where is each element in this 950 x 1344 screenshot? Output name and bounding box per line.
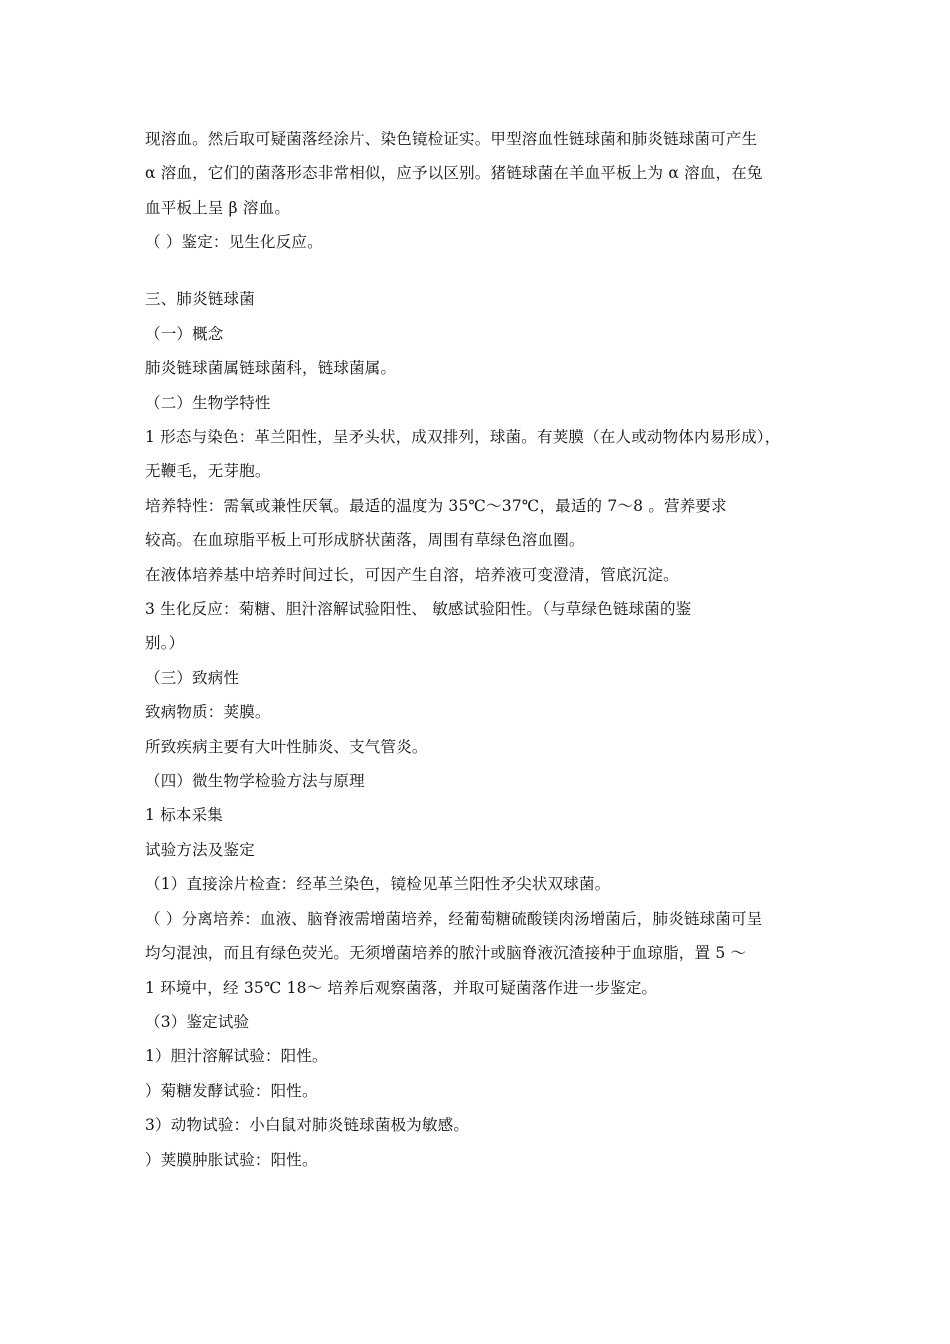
text-line: 现溶血。然后取可疑菌落经涂片、染色镜检证实。甲型溶血性链球菌和肺炎链球菌可产生 xyxy=(145,130,758,148)
subsection-heading: （二）生物学特性 xyxy=(145,394,271,412)
text-line: 1 标本采集 xyxy=(145,806,223,824)
text-line: α 溶血，它们的菌落形态非常相似，应予以区别。猪链球菌在羊血平板上为 α 溶血，在兔 xyxy=(145,164,763,182)
text-line: 1 环境中，经 35℃ 18～ 培养后观察菌落，并取可疑菌落作进一步鉴定。 xyxy=(145,979,658,997)
text-line: 肺炎链球菌属链球菌科，链球菌属。 xyxy=(145,359,397,377)
text-line: 3 生化反应：菊糖、胆汁溶解试验阳性、 敏感试验阳性。（与草绿色链球菌的鉴 xyxy=(145,600,692,618)
text-line: 3）动物试验：小白鼠对肺炎链球菌极为敏感。 xyxy=(145,1116,470,1134)
text-line: 均匀混浊，而且有绿色荧光。无须增菌培养的脓汁或脑脊液沉渣接种于血琼脂，置 5 ～ xyxy=(145,944,747,962)
section-heading: 三、肺炎链球菌 xyxy=(145,290,255,308)
text-line: ）荚膜肿胀试验：阳性。 xyxy=(145,1151,318,1169)
text-line: 所致疾病主要有大叶性肺炎、支气管炎。 xyxy=(145,738,428,756)
subsection-heading: （四）微生物学检验方法与原理 xyxy=(145,772,365,790)
text-line: 致病物质：荚膜。 xyxy=(145,703,271,721)
text-line: 无鞭毛，无芽胞。 xyxy=(145,462,271,480)
text-line: （ ）分离培养：血液、脑脊液需增菌培养，经葡萄糖硫酸镁肉汤增菌后，肺炎链球菌可呈 xyxy=(145,910,763,928)
text-line: （3）鉴定试验 xyxy=(145,1013,250,1031)
subsection-heading: （一）概念 xyxy=(145,325,224,343)
text-line: 较高。在血琼脂平板上可形成脐状菌落，周围有草绿色溶血圈。 xyxy=(145,531,585,549)
text-line: ）菊糖发酵试验：阳性。 xyxy=(145,1082,318,1100)
text-line: 在液体培养基中培养时间过长，可因产生自溶，培养液可变澄清，管底沉淀。 xyxy=(145,566,679,584)
subsection-heading: （三）致病性 xyxy=(145,669,240,687)
text-line: （ ）鉴定：见生化反应。 xyxy=(145,233,323,251)
text-line: 试验方法及鉴定 xyxy=(145,841,255,859)
text-line: 1）胆汁溶解试验：阳性。 xyxy=(145,1047,328,1065)
text-line: （1）直接涂片检查：经革兰染色，镜检见革兰阳性矛尖状双球菌。 xyxy=(145,875,611,893)
text-line: 别。） xyxy=(145,634,185,652)
text-line: 培养特性：需氧或兼性厌氧。最适的温度为 35℃～37℃，最适的 7～8 。营养要求 xyxy=(145,497,727,515)
text-line: 血平板上呈 β 溶血。 xyxy=(145,199,291,217)
text-line: 1 形态与染色：革兰阳性，呈矛头状，成双排列，球菌。有荚膜（在人或动物体内易形成）， xyxy=(145,428,781,446)
